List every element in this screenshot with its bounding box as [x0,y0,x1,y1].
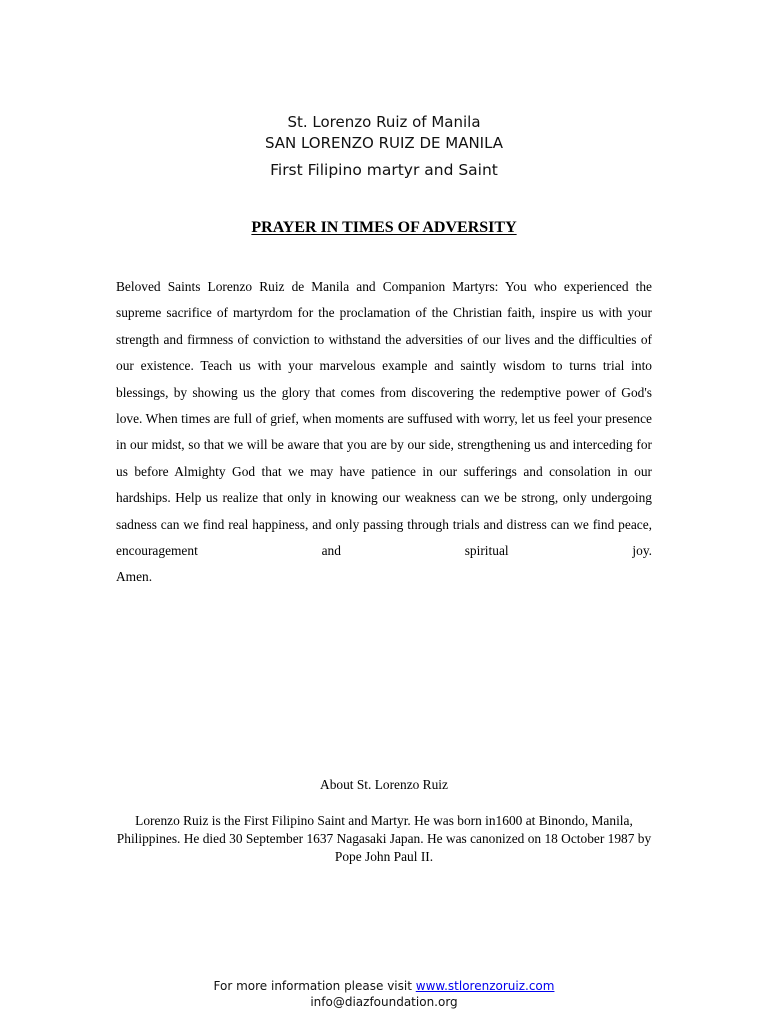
header-spanish-name: SAN LORENZO RUIZ DE MANILA [264,134,504,152]
prayer-closing: Amen. [116,569,153,585]
prayer-title-text: PRAYER IN TIMES OF ADVERSITY [251,219,517,236]
about-paragraph: Lorenzo Ruiz is the First Filipino Saint and Martyr. He was born in1600 at Binondo, Manila, Philippines. He died 30 September 1637 Nagasaki Japan. He was canonized on 18 October 1987 by Pope John Paul II. [116,813,652,864]
header-subtitle: First Filipino martyr and Saint [270,161,498,179]
footer-email[interactable]: info@diazfoundation.org [310,995,458,1009]
website-link[interactable]: www.stlorenzoruiz.com [415,979,555,993]
prayer-title [0,218,768,238]
header-saint-name: St. Lorenzo Ruiz of Manila [287,113,481,131]
footer-prefix: For more information please visit [213,979,416,993]
footer-info-line [0,979,768,994]
prayer-body-text: Beloved Saints Lorenzo Ruiz de Manila and Companion Martyrs: You who experienced the supreme sacrifice of martyrdom for the proclamation of the Christian faith, inspire us with your strength and firmness of conviction to withstand the adversities of our lives and the difficulties of our existence. Teach us with your marvelous example and saintly wisdom to turns trial into blessings, by showing us the glory that comes from discovering the redemptive power of God's love. When times are full of grief, when moments are suffused with worry, let us feel your presence in our midst, so that we will be aware that you are by our side, strengthening us and interceding for us before Almighty God that we may have patience in our sufferings and consolation in our hardships. Help us realize that only in knowing our weakness can we be strong, only undergoing sadness can we find real happiness, and only passing through trials and distress can we find peace, encouragement and spiritual joy. [116,279,652,559]
prayer-body [116,274,652,591]
about-heading: About St. Lorenzo Ruiz [320,777,448,792]
